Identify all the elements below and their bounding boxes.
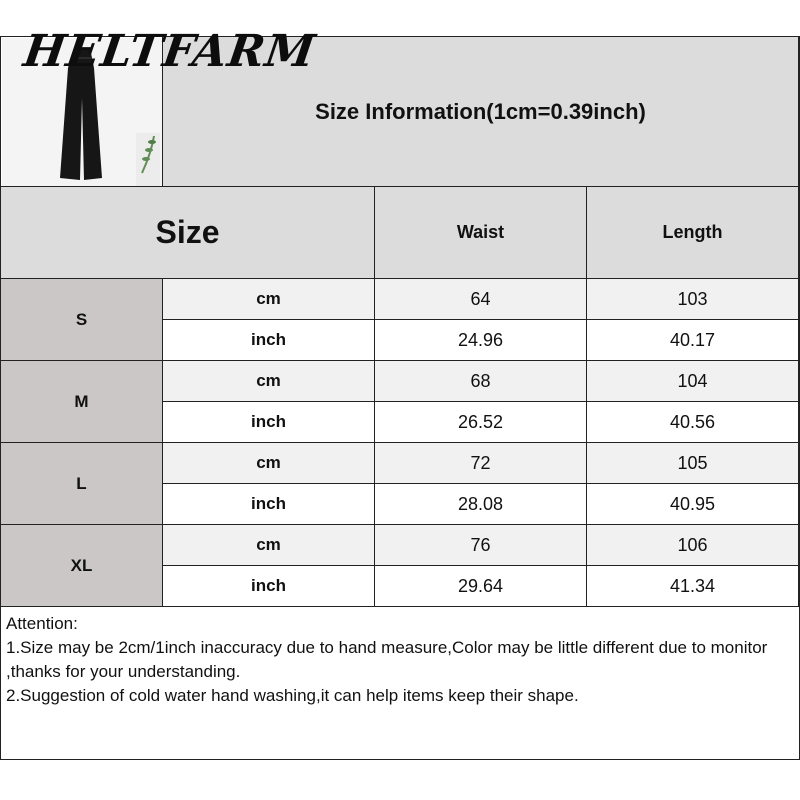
size-label: L — [76, 473, 87, 493]
waist-value: 28.08 — [457, 493, 504, 514]
length-inch-cell — [587, 320, 799, 361]
unit-label: cm — [256, 371, 281, 390]
unit-cm-cell — [163, 279, 375, 320]
unit-cm-cell — [163, 525, 375, 566]
length-value: 40.56 — [669, 411, 716, 432]
unit-cm-cell — [163, 443, 375, 484]
length-inch-cell — [587, 402, 799, 443]
unit-label: cm — [256, 453, 281, 472]
size-label: M — [74, 391, 89, 411]
waist-inch-cell — [375, 484, 587, 525]
waist-inch-cell — [375, 320, 587, 361]
length-value: 40.17 — [669, 329, 716, 350]
attention-notes — [6, 612, 796, 708]
waist-value: 24.96 — [457, 329, 504, 350]
length-cm-cell — [587, 279, 799, 320]
waist-value: 64 — [470, 288, 491, 309]
unit-inch-cell — [163, 320, 375, 361]
length-value: 105 — [677, 452, 708, 473]
waist-value: 76 — [470, 534, 491, 555]
waist-value: 29.64 — [457, 575, 504, 596]
length-cm-cell — [587, 525, 799, 566]
header-length-cell — [587, 187, 799, 279]
header-waist-cell — [375, 187, 587, 279]
attention-line-1: 1.Size may be 2cm/1inch inaccuracy due to hand measure,Color may be little different due to monitor ,thanks for your understanding. — [6, 638, 768, 681]
size-label-cell — [1, 443, 163, 525]
unit-inch-cell — [163, 402, 375, 443]
waist-cm-cell — [375, 525, 587, 566]
attention-heading: Attention: — [6, 614, 78, 633]
waist-cm-cell — [375, 443, 587, 484]
waist-value: 72 — [470, 452, 491, 473]
unit-label: inch — [251, 412, 286, 431]
unit-label: cm — [256, 289, 281, 308]
table-title: Size Information(1cm=0.39inch) — [315, 98, 646, 124]
waist-value: 26.52 — [457, 411, 504, 432]
unit-inch-cell — [163, 484, 375, 525]
waist-cm-cell — [375, 279, 587, 320]
unit-cm-cell — [163, 361, 375, 402]
attention-line-2: 2.Suggestion of cold water hand washing,it can help items keep their shape. — [6, 686, 579, 705]
unit-label: cm — [256, 535, 281, 554]
unit-label: inch — [251, 330, 286, 349]
waist-cm-cell — [375, 361, 587, 402]
waist-value: 68 — [470, 370, 491, 391]
length-value: 41.34 — [669, 575, 716, 596]
size-label-cell — [1, 279, 163, 361]
header-size-cell — [1, 187, 375, 279]
header-waist: Waist — [456, 222, 505, 242]
unit-label: inch — [251, 494, 286, 513]
header-length: Length — [662, 222, 723, 242]
length-value: 104 — [677, 370, 708, 391]
unit-inch-cell — [163, 566, 375, 607]
length-cm-cell — [587, 361, 799, 402]
length-value: 106 — [677, 534, 708, 555]
unit-label: inch — [251, 576, 286, 595]
length-inch-cell — [587, 566, 799, 607]
length-cm-cell — [587, 443, 799, 484]
size-label: XL — [70, 555, 93, 575]
length-value: 40.95 — [669, 493, 716, 514]
size-label: S — [75, 309, 88, 329]
length-value: 103 — [677, 288, 708, 309]
size-label-cell — [1, 361, 163, 443]
brand-logo: HELTFARM — [20, 26, 319, 77]
size-label-cell — [1, 525, 163, 607]
length-inch-cell — [587, 484, 799, 525]
waist-inch-cell — [375, 402, 587, 443]
header-size: Size — [155, 214, 220, 250]
waist-inch-cell — [375, 566, 587, 607]
